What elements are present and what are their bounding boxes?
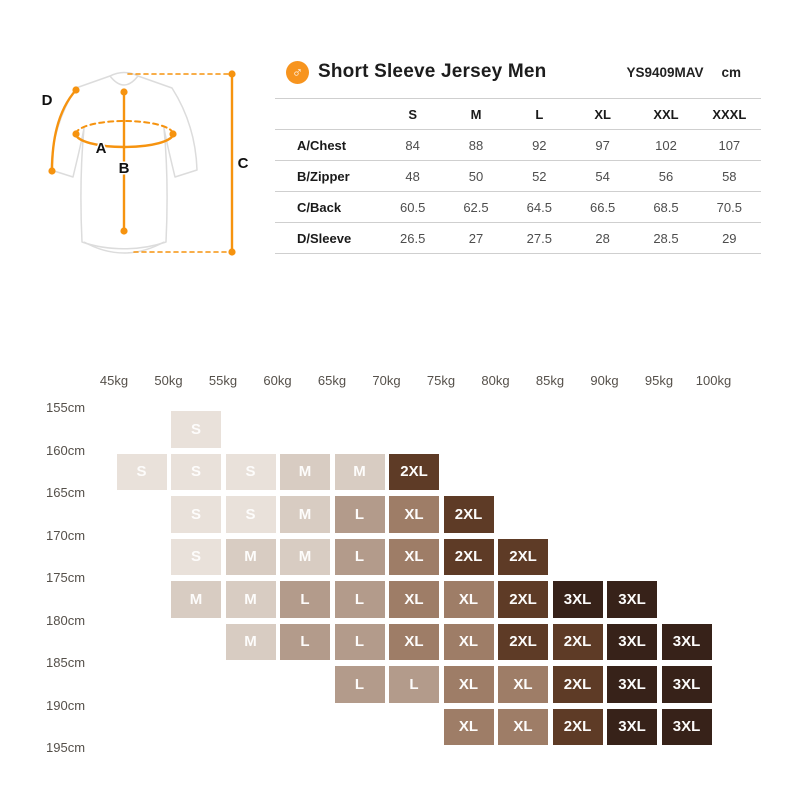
weight-axis-label: 85kg (535, 373, 565, 388)
weight-axis-label: 95kg (644, 373, 674, 388)
size-cell: S (171, 411, 221, 448)
size-cell: XL (498, 666, 548, 703)
male-icon: ♂ (286, 61, 309, 84)
size-cell: L (389, 666, 439, 703)
size-cell: XL (444, 666, 494, 703)
unit-label: cm (721, 64, 741, 80)
size-column-header: XL (594, 106, 611, 122)
height-axis-label: 185cm (46, 655, 86, 670)
size-cell: XL (498, 709, 548, 746)
weight-axis-label: 45kg (99, 373, 129, 388)
size-cell: S (171, 454, 221, 491)
measurement-value: 62.5 (463, 199, 489, 215)
measurement-value: 56 (658, 168, 674, 184)
size-cell: XL (389, 624, 439, 661)
height-axis-label: 175cm (46, 570, 86, 585)
size-cell: XL (389, 539, 439, 576)
weight-axis-label: 55kg (208, 373, 238, 388)
height-axis-label: 190cm (46, 697, 86, 713)
size-cell: 3XL (607, 709, 657, 746)
weight-axis-label: 60kg (263, 373, 292, 388)
size-cell: XL (389, 581, 439, 618)
size-cell: 3XL (607, 624, 657, 661)
measurement-value: 66.5 (589, 199, 616, 215)
size-cell: L (335, 496, 385, 533)
measurement-row-label: D/Sleeve (297, 230, 352, 246)
size-cell: S (226, 496, 276, 533)
size-column-header: L (535, 106, 544, 122)
size-cell: L (335, 539, 385, 576)
size-cell: 2XL (444, 496, 494, 533)
size-cell: 3XL (553, 581, 603, 618)
measurement-value: 68.5 (653, 199, 679, 215)
measurement-value: 26.5 (400, 230, 426, 246)
size-cell: S (226, 454, 276, 491)
size-cell: 2XL (553, 624, 603, 661)
measure-label-d: D (41, 92, 53, 109)
height-axis-label: 155cm (46, 400, 86, 415)
size-cell: 2XL (553, 666, 603, 703)
size-cell: 2XL (498, 624, 548, 661)
size-column-header: S (408, 106, 417, 122)
size-column-header: XXL (653, 106, 679, 122)
measurement-value: 50 (468, 168, 484, 184)
size-cell: M (171, 581, 221, 618)
size-cell: M (226, 581, 276, 618)
measure-label-a: A (95, 140, 107, 157)
measurement-value: 52 (532, 168, 547, 184)
size-column-header: M (470, 106, 482, 122)
size-cell: S (171, 496, 221, 533)
size-cell: 2XL (444, 539, 494, 576)
measure-label-b: B (118, 160, 130, 177)
measurement-value: 107 (718, 137, 741, 153)
weight-axis-label: 50kg (154, 373, 183, 388)
measurement-value: 97 (595, 137, 610, 153)
weight-axis-label: 90kg (590, 373, 619, 388)
measurement-value: 64.5 (526, 199, 552, 215)
size-cell: M (226, 624, 276, 661)
weight-axis-label: 80kg (481, 373, 510, 388)
size-cell: M (226, 539, 276, 576)
measurement-value: 27.5 (526, 230, 552, 246)
weight-axis-label: 100kg (695, 373, 732, 388)
measurement-value: 54 (595, 168, 610, 184)
size-cell: 2XL (389, 454, 439, 491)
measurement-value: 92 (532, 137, 547, 153)
size-cell: XL (444, 581, 494, 618)
height-axis-label: 165cm (46, 485, 86, 500)
page-title: Short Sleeve Jersey Men (318, 61, 547, 82)
size-cell: S (117, 454, 167, 491)
measurement-value: 102 (655, 137, 677, 153)
measurement-value: 29 (722, 230, 737, 246)
measure-label-c: C (237, 155, 249, 172)
measurement-value: 84 (405, 137, 420, 153)
height-axis-label: 180cm (46, 612, 86, 628)
measurement-value: 60.5 (400, 199, 426, 215)
size-cell: M (335, 454, 385, 491)
weight-axis-label: 70kg (372, 373, 401, 388)
size-cell: L (335, 666, 385, 703)
measurement-value: 28 (595, 230, 610, 246)
size-cell: XL (389, 496, 439, 533)
size-cell: 3XL (607, 581, 657, 618)
measurement-value: 70.5 (716, 199, 742, 215)
size-cell: XL (444, 624, 494, 661)
measurement-row-label: A/Chest (297, 137, 347, 153)
product-code: YS9409MAV (626, 64, 704, 80)
size-cell: M (280, 539, 330, 576)
size-cell: L (335, 624, 385, 661)
size-cell: M (280, 454, 330, 491)
measurement-value: 58 (722, 168, 737, 184)
height-axis-label: 160cm (46, 442, 86, 458)
measurement-value: 28.5 (653, 230, 679, 246)
measurement-value: 27 (468, 230, 484, 246)
measurement-value: 88 (468, 137, 484, 153)
size-cell: L (280, 624, 330, 661)
measurement-value: 48 (405, 168, 420, 184)
size-cell: S (171, 539, 221, 576)
size-cell: 3XL (662, 624, 712, 661)
size-cell: 3XL (607, 666, 657, 703)
size-cell: 3XL (662, 709, 712, 746)
size-column-header: XXXL (712, 106, 747, 122)
height-axis-label: 170cm (46, 527, 86, 543)
weight-axis-label: 65kg (317, 373, 347, 388)
size-cell: 2XL (498, 539, 548, 576)
measurement-row-label: B/Zipper (297, 168, 350, 184)
size-cell: XL (444, 709, 494, 746)
size-cell: M (280, 496, 330, 533)
measurement-row-label: C/Back (297, 199, 342, 215)
size-cell: L (335, 581, 385, 618)
size-cell: 3XL (662, 666, 712, 703)
size-cell: L (280, 581, 330, 618)
height-axis-label: 195cm (46, 740, 86, 755)
size-cell: 2XL (553, 709, 603, 746)
size-cell: 2XL (498, 581, 548, 618)
weight-axis-label: 75kg (426, 373, 456, 388)
